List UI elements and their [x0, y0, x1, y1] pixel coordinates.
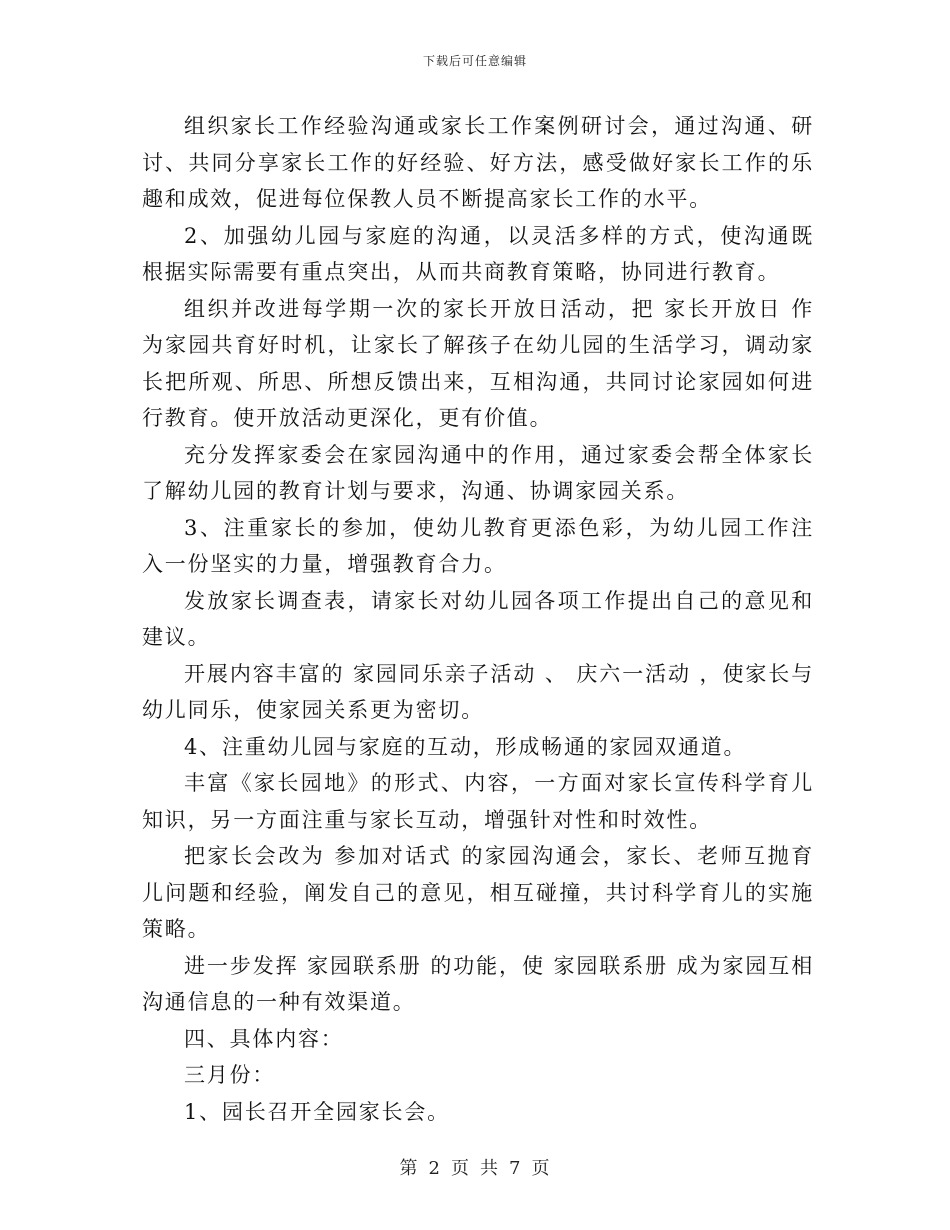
paragraph-14: 1、园长召开全园家长会。	[184, 1099, 450, 1124]
paragraph-2: 2、加强幼儿园与家庭的沟通，以灵活多样的方式，使沟通既根据实际需要有重点突出，从而共商教育策略，协同进行教育。	[142, 223, 814, 284]
page-total: 7	[509, 1158, 522, 1179]
footer-label-ye: 页	[451, 1158, 470, 1179]
footer-label-gong: 共	[480, 1158, 499, 1179]
paragraph-11: 进一步发挥 家园联系册 的功能，使 家园联系册 成为家园互相沟通信息的一种有效渠道。	[142, 953, 814, 1014]
paragraph-9: 丰富《家长园地》的形式、内容，一方面对家长宣传科学育儿知识，另一方面注重与家长互动，增强针对性和时效性。	[142, 771, 814, 832]
paragraph-5: 3、注重家长的参加，使幼儿教育更添色彩，为幼儿园工作注入一份坚实的力量，增强教育合力。	[142, 515, 814, 576]
paragraph-10: 把家长会改为 参加对话式 的家园沟通会，家长、老师互抛育儿问题和经验，阐发自己的意见，相互碰撞，共讨科学育儿的实施策略。	[142, 844, 814, 941]
paragraph-7: 开展内容丰富的 家园同乐亲子活动 、 庆六一活动 ，使家长与幼儿同乐，使家园关系更为密切。	[142, 661, 814, 722]
document-body	[142, 108, 814, 1130]
section-heading: 四、具体内容：	[184, 1026, 344, 1051]
page-number: 2	[428, 1158, 441, 1179]
footer-label-ye2: 页	[531, 1158, 551, 1179]
month-heading: 三月份：	[184, 1063, 276, 1087]
paragraph-6: 发放家长调查表，请家长对幼儿园各项工作提出自己的意见和建议。	[142, 588, 814, 649]
paragraph-3: 组织并改进每学期一次的家长开放日活动，把 家长开放日 作为家园共育好时机，让家长了解孩子在幼儿园的生活学习，调动家长把所观、所思、所想反馈出来，互相沟通，共同讨论家园如何进行教育。使开放活动更深化，更有价值。	[142, 296, 814, 430]
page-footer	[0, 1154, 950, 1180]
paragraph-8: 4、注重幼儿园与家庭的互动，形成畅通的家园双通道。	[184, 734, 747, 759]
page-header: 下载后可任意编辑	[422, 54, 527, 68]
paragraph-4: 充分发挥家委会在家园沟通中的作用，通过家委会帮全体家长了解幼儿园的教育计划与要求，沟通、协调家园关系。	[142, 442, 814, 503]
footer-label-di: 第	[399, 1158, 419, 1179]
paragraph-1: 组织家长工作经验沟通或家长工作案例研讨会，通过沟通、研讨、共同分享家长工作的好经验、好方法，感受做好家长工作的乐趣和成效，促进每位保教人员不断提高家长工作的水平。	[142, 114, 814, 211]
